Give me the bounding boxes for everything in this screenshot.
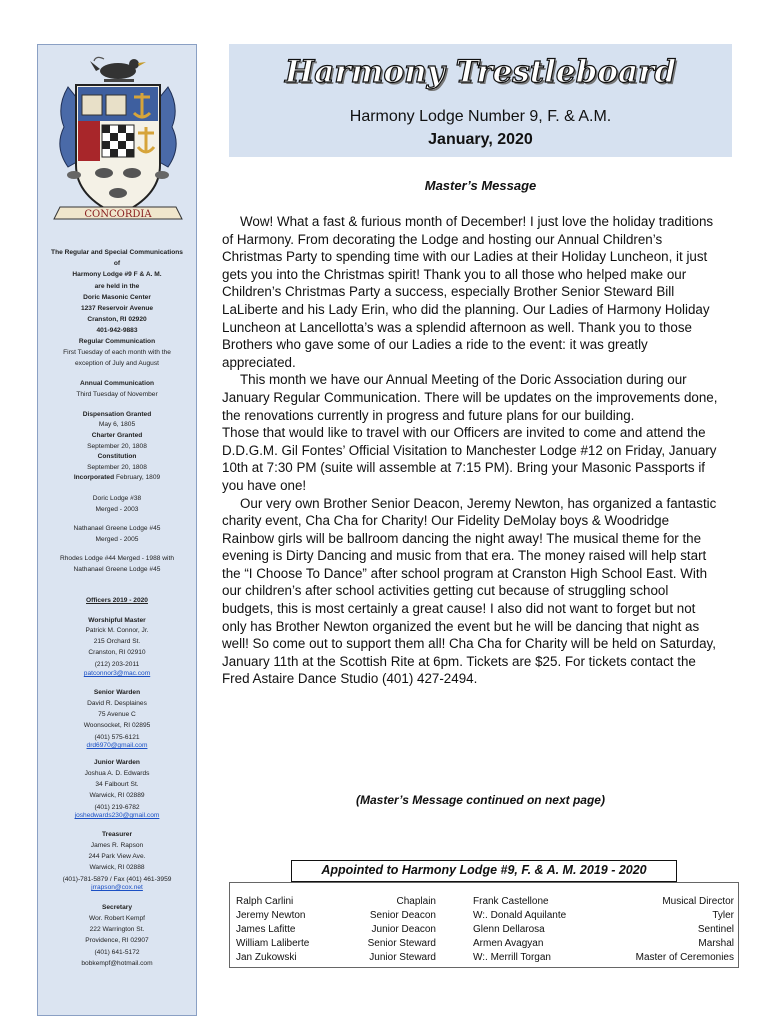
message-paragraph: This month we have our Annual Meeting of the Doric Association during our January Regular Communication. There will be updates on the improvements done, the renovations currently in progress and future plans for our building. [222, 372, 718, 423]
lodge-name: Harmony Lodge Number 9, F. & A.M. [349, 108, 612, 125]
regular-communication-title: Regular Communication [78, 338, 156, 345]
worshipful-master-info: Patrick M. Connor, Jr. 215 Orchard St. Cranston, RI 02910 (212) 203-2011 [85, 627, 149, 668]
annual-communication-title: Annual Communication [80, 380, 154, 387]
crest-banner-text: CONCORDIA [84, 209, 152, 220]
officer-name: Glenn Dellarosa [473, 924, 545, 935]
appointed-officers-table [229, 882, 739, 968]
crest-top-bird [90, 57, 146, 82]
officer-name: William Laliberte [236, 938, 310, 949]
officer-role: Musical Director [662, 896, 734, 907]
regular-communication-text: First Tuesday of each month with the exception of July and August [63, 349, 171, 368]
treasurer-email-link[interactable]: jrrapson@cox.net [91, 884, 143, 891]
continued-note: (Master’s Message continued on next page) [356, 793, 605, 807]
officer-role: Chaplain [396, 896, 436, 907]
officer-name: Armen Avagyan [473, 938, 544, 949]
officer-role: Master of Ceremonies [635, 952, 734, 963]
masters-message-body [222, 213, 720, 688]
appointed-roles-col2 [610, 895, 734, 965]
junior-warden-email-link[interactable]: joshedwards230@gmail.com [74, 812, 160, 819]
sidebar [37, 44, 197, 1016]
officer-role: Tyler [712, 910, 734, 921]
junior-warden-info: Joshua A. D. Edwards 34 Falbourt St. Warwick, RI 02889 (401) 219-6782 [84, 770, 150, 811]
constitution-date: September 20, 1808 [87, 464, 147, 471]
officer-role: Junior Deacon [371, 924, 436, 935]
officer-role: Senior Deacon [369, 910, 436, 921]
officer-role: Sentinel [697, 924, 734, 935]
newsletter-header [229, 44, 732, 157]
appointed-names-col1 [236, 895, 336, 965]
dispensation-title: Dispensation Granted [82, 411, 152, 418]
appointed-names-col2 [473, 895, 583, 965]
merge-rhodes: Rhodes Lodge #44 Merged - 1988 with Nathanael Greene Lodge #45 [59, 555, 174, 574]
officer-name: Jan Zukowski [236, 952, 297, 963]
officers-heading: Officers 2019 - 2020 [86, 597, 148, 604]
constitution-title: Constitution [97, 453, 137, 460]
masthead-title: Harmony Trestleboard [284, 54, 677, 90]
officer-name: Jeremy Newton [236, 910, 306, 921]
officer-name: W:. Donald Aquilante [473, 910, 567, 921]
crest-checker [102, 125, 134, 157]
message-paragraph: Our very own Brother Senior Deacon, Jeremy Newton, has organized a fantastic charity event, Cha Cha for Charity! Our Fidelity DeMolay boys & Woodridge Rainbow girls will be ballroom dancing the night away! The musical theme for the evening is Dirty Dancing and music from that era. The money raised will help start the “I Choose To Dance” after school program at Cranston High School East. With our children’s after school activities getting cut because of struggling school budgets, this is most certainly a great cause! I also did not want to forget but not only has Brother Newton organized the event but he will be dancing that night as well! So come out to support them all! Cha Cha for Charity will be held on Saturday, January 11th at the Scottish Rite at 6pm. Tickets are $25. For tickets contact the Fred Astaire Dance Studio (401) 427-2494. [222, 495, 717, 687]
officer-name: James Lafitte [236, 924, 296, 935]
incorporated-label: Incorporated [73, 474, 115, 481]
merge-doric: Doric Lodge #38 Merged - 2003 [92, 495, 142, 514]
issue-date: January, 2020 [428, 131, 533, 148]
junior-warden-title: Junior Warden [94, 759, 140, 766]
officer-role: Marshal [698, 938, 734, 949]
annual-communication-text: Third Tuesday of November [76, 391, 158, 398]
charter-title: Charter Granted [91, 432, 143, 439]
secretary-info: Wor. Robert Kempf 222 Warrington St. Providence, RI 02907 (401) 641-5172 bobkempf@hotmail.com [81, 915, 153, 967]
appointed-title: Appointed to Harmony Lodge #9, F. & A. M. 2019 - 2020 [291, 860, 677, 882]
officer-role: Junior Steward [369, 952, 436, 963]
charter-date: September 20, 1808 [87, 443, 147, 450]
concordia-crest-logo [46, 47, 190, 227]
officer-name: Frank Castellone [473, 896, 549, 907]
masters-message-title: Master’s Message [424, 178, 537, 193]
appointed-roles-col1 [340, 895, 436, 965]
officer-role: Senior Steward [367, 938, 436, 949]
message-paragraph: Wow! What a fast & furious month of December! I just love the holiday traditions of Harmony. From decorating the Lodge and hosting our Annual Children’s Christmas Party to spending time with our Ladies at their Holiday Luncheon, it just gets you into the Christmas spirit! Thank you to all those who helped make our Children’s Christmas Party a success, especially Brother Senior Steward Bill LaLiberte and his Lady Erin, who did the planning. Our Ladies of Harmony Holiday Luncheon at Lancellotta’s was a splendid afternoon as well. Thank you to those Brothers who gave some of our Ladies a ride to the event: it was greatly appreciated. [222, 214, 714, 370]
senior-warden-info: David R. Desplaines 75 Avenue C Woonsocket, RI 02895 (401) 575-6121 [83, 700, 151, 741]
treasurer-title: Treasurer [101, 831, 133, 838]
senior-warden-email-link[interactable]: drd6970@gmail.com [86, 742, 148, 749]
dispensation-date: May 6, 1805 [98, 421, 136, 428]
incorporated-date: February, 1809 [114, 474, 161, 481]
secretary-title: Secretary [101, 904, 133, 911]
meeting-info: The Regular and Special Communications of Harmony Lodge #9 F & A. M. are held in the Doric Masonic Center 1237 Reservoir Avenue Cranston, RI 02920 401-942-9883 [51, 249, 183, 335]
merge-nathanael: Nathanael Greene Lodge #45 Merged - 2005 [73, 525, 161, 544]
senior-warden-title: Senior Warden [93, 689, 141, 696]
worshipful-master-title: Worshipful Master [88, 617, 146, 624]
worshipful-master-email-link[interactable]: patconnor3@mac.com [83, 670, 151, 677]
officer-name: Ralph Carlini [236, 896, 294, 907]
message-paragraph: Those that would like to travel with our Officers are invited to come and attend the D.D.G.M. Gil Fontes’ Official Visitation to Manchester Lodge #12 on Friday, January 10th at 7:30 PM (suite will assemble at 7:15 PM). Bring your Masonic Passports if you have one! [222, 425, 717, 493]
incorporated-line [42, 472, 192, 483]
officer-name: W:. Merrill Torgan [473, 952, 551, 963]
treasurer-info: James R. Rapson 244 Park View Ave. Warwick, RI 02888 (401)-781-5879 / Fax (401) 461-3959 [62, 842, 172, 883]
